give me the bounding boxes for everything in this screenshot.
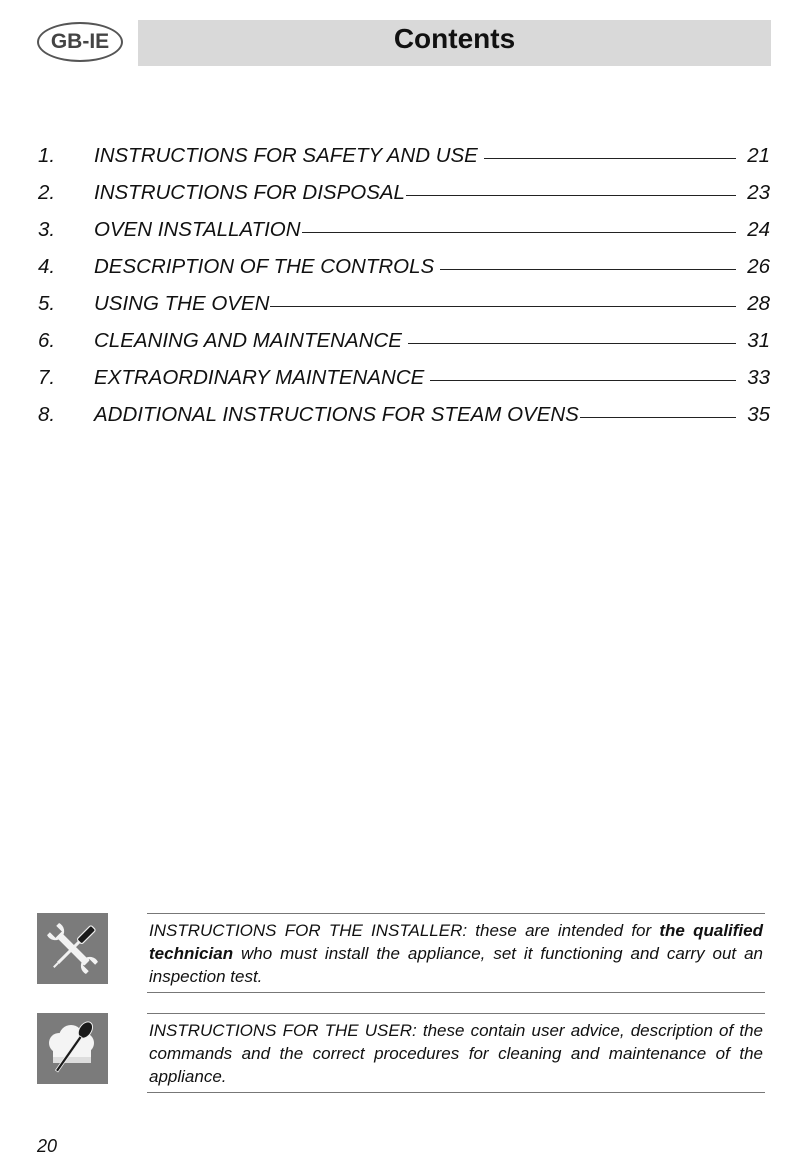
title-bar [138,20,771,66]
toc-page-number: 21 [747,144,770,167]
toc-title: CLEANING AND MAINTENANCE [94,329,402,352]
toc-page-number: 31 [747,329,770,352]
toc-page-number: 24 [747,218,770,241]
toc-leader-line [430,380,736,381]
toc-leader-line [408,343,736,344]
wrench-screwdriver-icon [37,913,108,984]
toc-page-number: 26 [747,255,770,278]
toc-entry-4[interactable] [38,255,770,292]
toc-entry-2[interactable] [38,181,770,218]
toc-number: 3. [38,218,56,241]
toc-entry-8[interactable] [38,403,770,440]
toc-number: 7. [38,366,56,389]
user-note-text: INSTRUCTIONS FOR THE USER: these contain user advice, description of the commands and the correct procedures for cleaning and maintenance of the appliance. [147,1013,765,1093]
toc-leader-line [580,417,736,418]
toc-entry-6[interactable] [38,329,770,366]
toc-leader-line [270,306,736,307]
installer-note-lead: INSTRUCTIONS FOR THE INSTALLER: these are intended for [149,921,660,940]
toc-title: OVEN INSTALLATION [94,218,301,241]
toc-title: ADDITIONAL INSTRUCTIONS FOR STEAM OVENS [94,403,579,426]
toc-entry-1[interactable] [38,144,770,181]
page-number: 20 [37,1136,58,1156]
toc-number: 6. [38,329,56,352]
toc-leader-line [302,232,736,233]
toc-title: DESCRIPTION OF THE CONTROLS [94,255,435,278]
installer-note-tail: who must install the appliance, set it functioning and carry out an inspection test. [149,944,763,986]
language-code: GB-IE [50,30,110,53]
chef-hat-spoon-icon [37,1013,108,1084]
toc-title: EXTRAORDINARY MAINTENANCE [94,366,425,389]
toc-leader-line [406,195,736,196]
toc-title: INSTRUCTIONS FOR SAFETY AND USE [94,144,478,167]
toc-page-number: 23 [747,181,770,204]
toc-entry-3[interactable] [38,218,770,255]
toc-title: INSTRUCTIONS FOR DISPOSAL [94,181,405,204]
toc-entry-7[interactable] [38,366,770,403]
toc-leader-line [440,269,736,270]
toc-entry-5[interactable] [38,292,770,329]
toc-page-number: 28 [747,292,770,315]
installer-note-emphasis: the qualified technician [149,921,763,963]
table-of-contents [38,144,770,440]
toc-page-number: 35 [747,403,770,426]
toc-number: 4. [38,255,56,278]
language-badge [37,22,123,62]
toc-number: 5. [38,292,56,315]
toc-title: USING THE OVEN [94,292,270,315]
installer-note-text [147,913,765,993]
toc-number: 8. [38,403,56,426]
toc-number: 2. [38,181,56,204]
toc-page-number: 33 [747,366,770,389]
toc-leader-line [484,158,736,159]
page-title: Contents [393,23,516,54]
toc-number: 1. [38,144,56,167]
